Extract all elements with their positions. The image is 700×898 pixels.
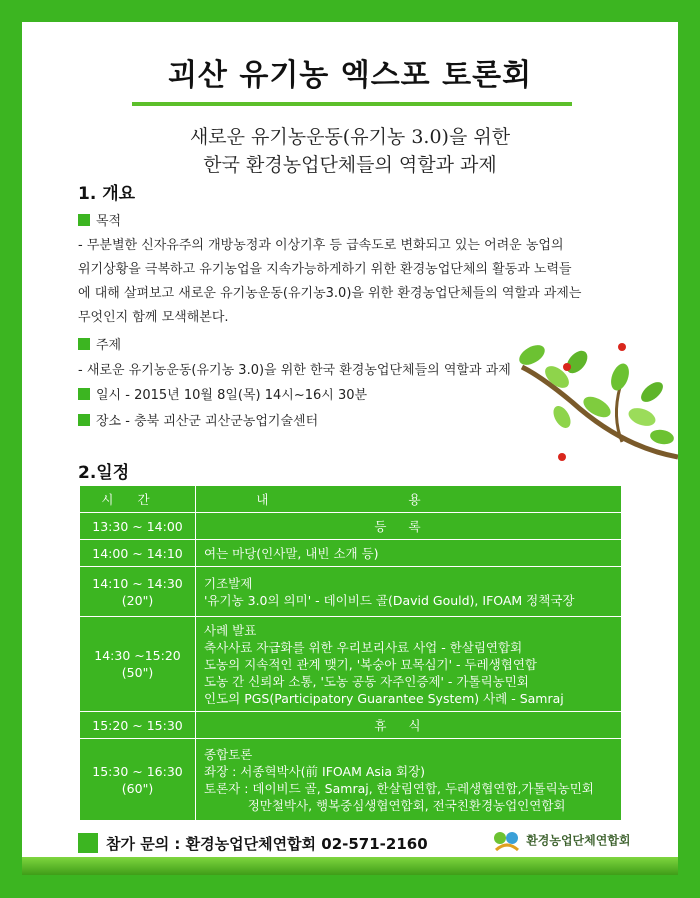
poster-title: 괴산 유기농 엑스포 토론회 (167, 58, 533, 93)
purpose-line: 에 대해 살펴보고 새로운 유기농운동(유기농3.0)을 위한 환경농업단체들의 역할과 과제는 (78, 286, 582, 301)
poster-page (22, 22, 678, 875)
place-line: 장소 - 충북 괴산군 괴산군농업기술센터 (78, 410, 318, 429)
header-time: 시간 (80, 486, 196, 513)
section-2-heading: 2.일정 (78, 463, 130, 483)
purpose-line: - 무분별한 신자유주의 개방농정과 이상기후 등 급속도로 변화되고 있는 어려운 농업의 (78, 238, 564, 253)
footer-square-icon (78, 833, 98, 853)
table-row: 15:30 ~ 16:30 (60") 종합토론 좌장 : 서종혁박사(前 IFOAM Asia 회장) 토론자 : 데이비드 골, Samraj, 한살림연합, 두레생협연합,가톨릭농민회 정만철박사, 행복중심생협연합회, 전국친환경농업인연합회 (80, 739, 622, 821)
table-row: 14:10 ~ 14:30 (20") 기조발제 '유기농 3.0의 의미' - 데이비드 골(David Gould), IFOAM 정책국장 (80, 567, 622, 617)
grass-strip (22, 857, 678, 875)
subtitle-line-2: 한국 환경농업단체들의 역할과 과제 (203, 154, 497, 176)
subtitle-line-1: 새로운 유기농운동(유기농 3.0)을 위한 (189, 126, 511, 148)
table-row: 15:20 ~ 15:30 휴식 (80, 712, 622, 739)
section-1-heading: 1. 개요 (78, 184, 136, 204)
title-underline (132, 102, 572, 106)
table-row: 14:00 ~ 14:10 여는 마당(인사말, 내빈 소개 등) (80, 540, 622, 567)
purpose-line: 위기상황을 극복하고 유기농업을 지속가능하게하기 위한 환경농업단체의 활동과 노력들 (78, 262, 572, 277)
leafy-branch-icon (502, 307, 678, 497)
logo-mark-icon (492, 830, 522, 852)
square-bullet-icon (78, 388, 90, 400)
purpose-line: 무엇인지 함께 모색해본다. (78, 310, 229, 325)
table-row: 14:30 ~15:20 (50") 사례 발표 축사사료 자급화를 위한 우리보리사료 사업 - 한살림연합회 도농의 지속적인 관계 맺기, '복숭아 묘목심기' - 두레생협연합 도농 간 신뢰와 소통, '도농 공동 자주인증제' - 가톨릭농민회 인도의 PGS(Participatory Guarantee System) 사례 - Samraj (80, 617, 622, 712)
square-bullet-icon (78, 214, 90, 226)
square-bullet-icon (78, 338, 90, 350)
header-content: 내용 (196, 486, 622, 513)
table-row: 13:30 ~ 14:00 등록 (80, 513, 622, 540)
theme-label: 주제 (78, 334, 121, 353)
theme-line: - 새로운 유기농운동(유기농 3.0)을 위한 한국 환경농업단체들의 역할과 과제 (78, 363, 511, 378)
square-bullet-icon (78, 414, 90, 426)
schedule-table (79, 485, 622, 821)
contact-line: 참가 문의 : 환경농업단체연합회 02-571-2160 (106, 835, 428, 853)
purpose-label: 목적 (78, 210, 121, 229)
organization-logo: 환경농업단체연합회 (492, 830, 631, 852)
date-line: 일시 - 2015년 10월 8일(목) 14시~16시 30분 (78, 384, 367, 403)
